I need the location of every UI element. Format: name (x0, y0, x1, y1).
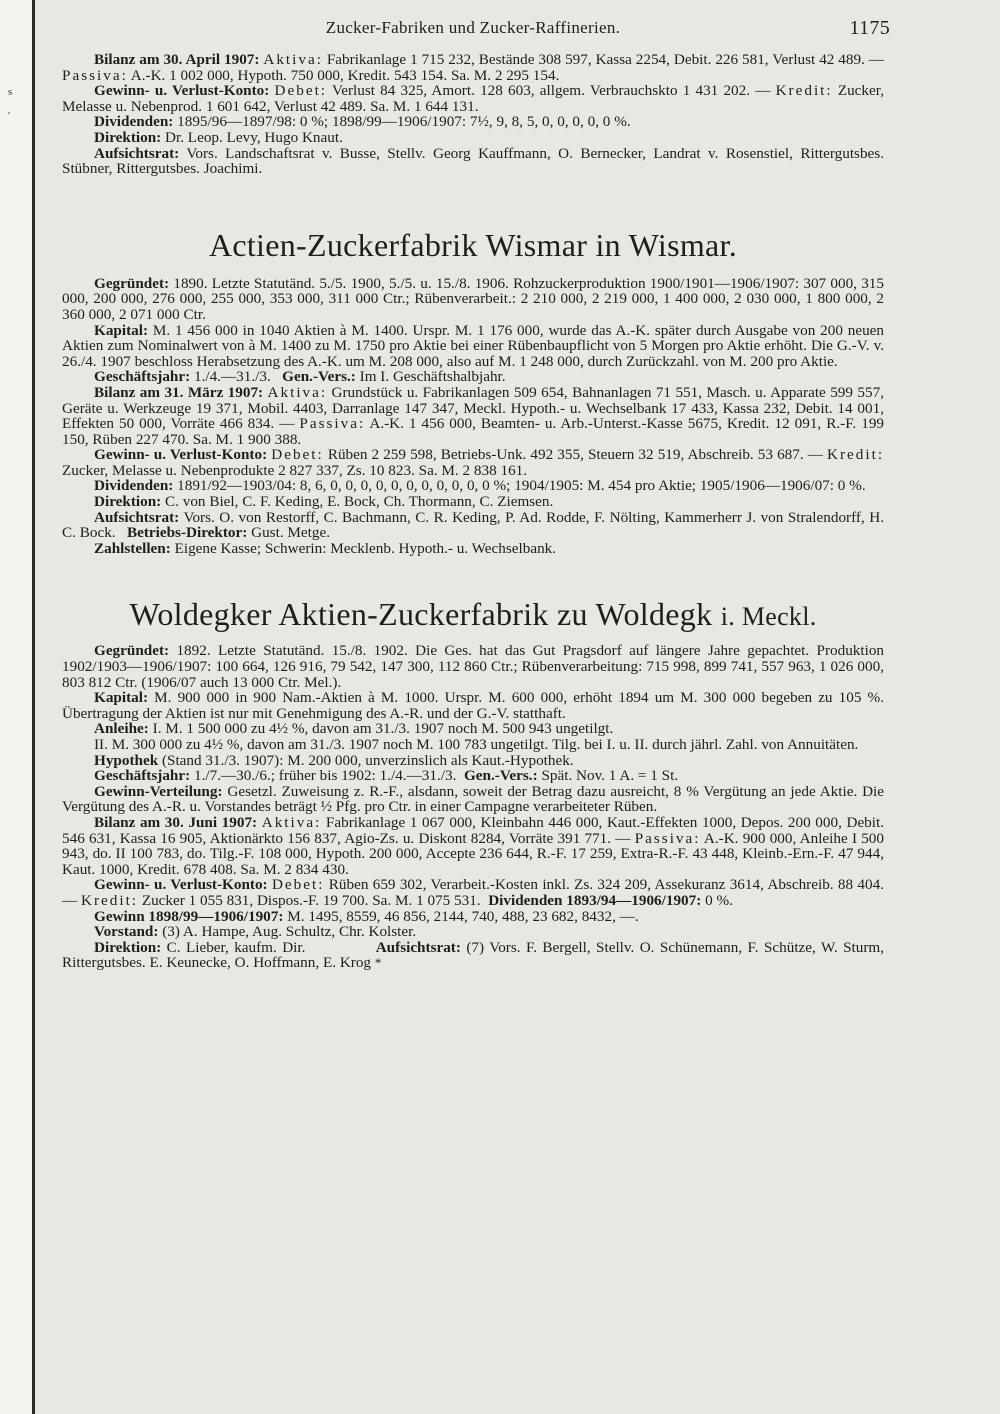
supervisory-board-label: Aufsichtsrat: (94, 144, 180, 162)
mortgage-text: (Stand 31./3. 1907): M. 200 000, unverzinslich als Kaut.-Hypothek. (161, 751, 574, 769)
previous-entry-continuation (62, 52, 884, 177)
board-label: Vorstand: (94, 923, 159, 941)
debet-text: Rüben 2 259 598, Betriebs-Unk. 492 355, Steuern 32 519, Abschreib. 53 687. — (327, 446, 823, 464)
kredit-word: Kredit: (775, 82, 833, 100)
passiva-word: Passiva: (299, 415, 366, 433)
supervisory-board-label: Aufsichtsrat: (375, 938, 461, 956)
entry-title-sub: i. Meckl. (720, 602, 817, 632)
balance-assets: Fabrikanlage 1 715 232, Bestände 308 597, Kassa 2254, Debit. 226 581, Verlust 42 489. — (326, 51, 884, 68)
mortgage-paragraph (62, 753, 884, 769)
dividends-paragraph (62, 114, 884, 130)
profit-history-paragraph (62, 909, 884, 925)
general-meeting-text: Spät. Nov. 1 A. = 1 St. (541, 767, 679, 785)
founded-label: Gegründet: (94, 274, 170, 292)
direction-label: Direktion: (94, 128, 162, 146)
running-head (62, 14, 890, 42)
entry-title-woldegk (62, 596, 884, 633)
aktiva-word: Aktiva: (263, 51, 323, 68)
founded-text: 1890. Letzte Statutänd. 5./5. 1900, 5./5. u. 15./8. 1906. Rohzuckerproduktion 1900/1901—1906/1907: 307 000, 315 000, 200 000, 276 000, 255 000, 353 000, 311 000 Ctr.; Rübenverarbeit.: 2 210 000, 2 219 000, 1 400 000, 2 030 000, 1 800 000, 2 360 000, 2 071 000 Ctr. (62, 274, 884, 323)
capital-label: Kapital: (94, 321, 149, 339)
fiscal-year-paragraph (62, 768, 884, 784)
profit-distribution-label: Gewinn-Verteilung: (94, 782, 223, 800)
paying-agents-paragraph (62, 541, 884, 557)
paying-agents-label: Zahlstellen: (94, 539, 171, 557)
direction-label: Direktion: (94, 938, 162, 956)
fiscal-year-label: Geschäftsjahr: (94, 767, 191, 785)
profit-loss-paragraph (62, 447, 884, 478)
direction-paragraph (62, 130, 884, 146)
balance-paragraph (62, 385, 884, 447)
dividends-label: Dividenden 1893/94—1906/1907: (488, 891, 702, 909)
supervisory-board-paragraph (62, 146, 884, 177)
dividends-text: 1891/92—1903/04: 8, 6, 0, 0, 0, 0, 0, 0, 0, 0, 0, 0, 0 %; 1904/1905: M. 454 pro Aktie; 1905/1906—1906/07: 0 %. (177, 477, 866, 495)
gutter-marks (8, 80, 12, 128)
aktiva-word: Aktiva: (261, 813, 322, 831)
passiva-word: Passiva: (62, 66, 128, 84)
loan-paragraph-2 (62, 737, 884, 753)
balance-label: Bilanz am 31. März 1907: (94, 383, 264, 401)
passiva-word: Passiva: (634, 829, 701, 847)
supervisory-board-paragraph (62, 510, 884, 541)
debet-word: Debet: (271, 876, 325, 894)
profit-history-label: Gewinn 1898/99—1906/1907: (94, 907, 284, 925)
supervisory-board-text: Vors. Landschaftsrat v. Busse, Stellv. Georg Kauffmann, O. Bernecker, Landrat v. Rosenstiel, Rittergutsbes. Stübner, Rittergutsbes. Joachimi. (62, 144, 884, 178)
document-page (62, 14, 890, 972)
gutter-mark: s (8, 86, 13, 98)
kredit-text: Zucker, Melasse u. Nebenprod. 1 601 642, Verlust 42 489. Sa. M. 1 644 131. (62, 82, 885, 115)
gutter-mark: ' (8, 110, 10, 122)
entry-title-main: Woldegker Aktien-Zuckerfabrik zu Woldegk (129, 596, 713, 633)
balance-liabilities: A.-K. 1 002 000, Hypoth. 750 000, Kredit. 543 154. Sa. M. 2 295 154. (130, 66, 560, 84)
balance-liabilities: A.-K. 1 456 000, Beamten- u. Arb.-Unterst.-Kasse 5675, Kredit. 12 091, R.-F. 199 150, Rüben 227 470. Sa. M. 1 900 388. (62, 415, 885, 448)
general-meeting-label: Gen.-Vers.: (282, 368, 356, 386)
kredit-text: Zucker, Melasse u. Nebenprodukte 2 827 337, Zs. 10 823. Sa. M. 2 838 161. (62, 461, 528, 479)
running-title: Zucker-Fabriken und Zucker-Raffinerien. (325, 18, 621, 37)
dividends-text: 0 %. (705, 891, 733, 909)
capital-text: M. 900 000 in 900 Nam.-Aktien à M. 1000. Urspr. M. 600 000, erhöht 1894 um M. 300 000 begeben zu 105 %. Übertragung der Aktien ist nur mit Genehmigung des A.-R. und der G.-V. statthaft. (62, 689, 884, 722)
board-text: (3) A. Hampe, Aug. Schultz, Chr. Kolster. (162, 923, 417, 941)
balance-label: Bilanz am 30. April 1907: (94, 51, 260, 68)
balance-liabilities: A.-K. 900 000, Anleihe I 500 943, do. II 100 783, do. Tilg.-F. 108 000, Hypoth. 200 000, Accepte 236 644, R.-F. 17 259, Extra-R.-F. 43 448, Kleinb.-Ern.-F. 47 944, Kaut. 1000, Kredit. 678 408. Sa. M. 2 834 430. (62, 829, 884, 878)
dividends-paragraph (62, 478, 884, 494)
entry-title-wismar: Actien-Zuckerfabrik Wismar in Wismar. (208, 226, 738, 263)
founded-paragraph (62, 276, 884, 323)
balance-paragraph (62, 815, 884, 877)
supervisory-board-label: Aufsichtsrat: (94, 508, 180, 526)
entry-woldegk (62, 596, 884, 970)
profit-loss-label: Gewinn- u. Verlust-Konto: (94, 876, 268, 894)
profit-loss-paragraph (62, 877, 884, 908)
capital-paragraph (62, 690, 884, 721)
debet-text: Verlust 84 325, Amort. 128 603, allgem. Verbrauchskto 1 431 202. — (331, 82, 771, 100)
fiscal-year-text: 1./4.—31./3. (193, 368, 271, 386)
capital-text: M. 1 456 000 in 1040 Aktien à M. 1400. Urspr. M. 1 176 000, wurde das A.-K. später durch Ausgabe von 200 neuen Aktien zum Nominalwert von à M. 1400 zu M. 1750 pro Aktie bei einer Rübenbaupflicht von 5 Morgen pro Aktie erhöht. Die G.-V. v. 26./4. 1907 beschloss Herabsetzung des A.-K. um M. 208 000, also auf M. 1 248 000, durch Zurückzahl. von M. 200 pro Aktie. (62, 321, 885, 370)
dividends-text: 1895/96—1897/98: 0 %; 1898/99—1906/1907: 7½, 9, 8, 5, 0, 0, 0, 0, 0 %. (177, 113, 631, 131)
footnote-mark: * (374, 955, 382, 971)
profit-loss-label: Gewinn- u. Verlust-Konto: (94, 446, 268, 464)
profit-loss-label: Gewinn- u. Verlust-Konto: (94, 82, 270, 100)
founded-text: 1892. Letzte Statutänd. 15./8. 1902. Die Ges. hat das Gut Pragsdorf auf längere Jahre gepachtet. Produktion 1902/1903—1906/1907: 100 664, 126 916, 79 542, 147 300, 112 860 Ctr.; Rübenverarbeitung: 715 998, 899 741, 557 963, 1 026 000, 803 812 Ctr. (1906/07 auch 13 000 Ctr. Mel.). (62, 642, 885, 691)
aktiva-word: Aktiva: (267, 383, 328, 401)
operations-director-label: Betriebs-Direktor: (126, 524, 248, 542)
loan-label: Anleihe: (94, 720, 149, 738)
fiscal-year-label: Geschäftsjahr: (94, 368, 191, 386)
entry-wismar (62, 227, 884, 557)
operations-director-text: Gust. Metge. (251, 524, 331, 542)
profit-history-text: M. 1495, 8559, 46 856, 2144, 740, 488, 23 682, 8432, —. (287, 907, 639, 925)
capital-label: Kapital: (94, 689, 149, 707)
profit-loss-paragraph (62, 83, 884, 114)
debet-word: Debet: (274, 82, 328, 100)
page-number: 1175 (849, 17, 890, 39)
left-gutter (0, 0, 35, 1414)
profit-distribution-text: Gesetzl. Zuweisung z. R.-F., alsdann, soweit der Betrag dazu ausreicht, 8 % Vergütung an jede Aktie. Die Vergütung des A.-R. u. Vorstandes beträgt ½ Pfg. pro Ctr. in einer Campagne verarbeiteter Rüben. (62, 782, 884, 816)
supervisory-board-text: Vors. O. von Restorff, C. Bachmann, C. R. Keding, P. Ad. Rodde, F. Nölting, Kammerherr J. von Stralendorff, H. C. Bock. (62, 508, 884, 542)
loan-text-2: II. M. 300 000 zu 4½ %, davon am 31./3. 1907 noch M. 100 783 ungetilgt. Tilg. bei I. u. II. durch jährl. Zahl. von Annuitäten. (94, 736, 859, 753)
fiscal-year-text: 1./7.—30./6.; früher bis 1902: 1./4.—31./3. (193, 767, 457, 785)
direction-paragraph (62, 494, 884, 510)
direction-text: Dr. Leop. Levy, Hugo Knaut. (165, 128, 343, 146)
dividends-label: Dividenden: (94, 477, 174, 495)
founded-label: Gegründet: (94, 642, 170, 660)
direction-label: Direktion: (94, 493, 162, 511)
general-meeting-text: Im I. Geschäftshalbjahr. (359, 368, 506, 386)
paying-agents-text: Eigene Kasse; Schwerin: Mecklenb. Hypoth.- u. Wechselbank. (174, 539, 557, 557)
kredit-word: Kredit: (80, 891, 139, 909)
supervisory-board-text: (7) Vors. F. Bergell, Stellv. O. Schünemann, F. Schütze, W. Sturm, Rittergutsbes. E. Keunecke, O. Hoffmann, E. Krog (62, 938, 885, 972)
direction-text: C. Lieber, kaufm. Dir. (166, 938, 306, 956)
debet-word: Debet: (271, 446, 324, 464)
kredit-word: Kredit: (827, 446, 885, 464)
profit-distribution-paragraph (62, 784, 884, 815)
balance-label: Bilanz am 30. Juni 1907: (94, 813, 258, 831)
balance-assets: Fabrikanlage 1 067 000, Kleinbahn 446 000, Kaut.-Effekten 1000, Depos. 200 000, Debit. 546 631, Kassa 16 905, Aktionärkto 156 837, Agio-Zs. u. Diskont 8284, Vorräte 391 771. — (62, 813, 885, 847)
direction-paragraph (62, 940, 884, 971)
capital-paragraph (62, 323, 884, 370)
loan-text-1: I. M. 1 500 000 zu 4½ %, davon am 31./3. 1907 noch M. 500 943 ungetilgt. (152, 720, 614, 738)
balance-paragraph (62, 52, 884, 83)
loan-paragraph (62, 721, 884, 737)
founded-paragraph (62, 643, 884, 690)
debet-text: Rüben 659 302, Verarbeit.-Kosten inkl. Zs. 324 209, Assekuranz 3614, Abschreib. 88 404. — (62, 876, 884, 909)
balance-assets: Grundstück u. Fabrikanlagen 509 654, Bahnanlagen 71 551, Masch. u. Apparate 599 557, Geräte u. Werkzeuge 19 371, Mobil. 4403, Darranlage 147 347, Meckl. Hypoth.- u. Wechselbank 17 433, Kassa 232, Debit. 14 001, Effekten 50 000, Vorräte 466 834. — (62, 383, 884, 433)
fiscal-year-paragraph (62, 369, 884, 385)
dividends-label: Dividenden: (94, 113, 174, 131)
mortgage-label: Hypothek (94, 751, 159, 769)
board-paragraph (62, 924, 884, 940)
kredit-text: Zucker 1 055 831, Dispos.-F. 19 700. Sa. M. 1 075 531. (141, 891, 481, 909)
general-meeting-label: Gen.-Vers.: (463, 767, 538, 785)
direction-text: C. von Biel, C. F. Keding, E. Bock, Ch. Thormann, C. Ziemsen. (165, 493, 554, 511)
